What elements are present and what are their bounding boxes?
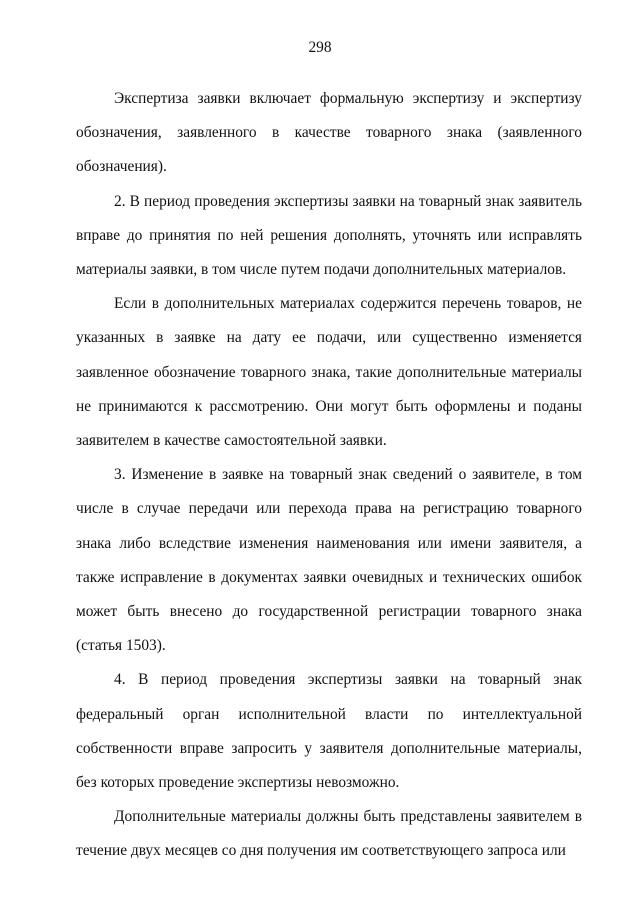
document-body: [76, 82, 582, 869]
paragraph-3: Если в дополнительных материалах содержится перечень товаров, не указанных в заявке на дату ее подачи, или существенно изменяется заявленное обозначение товарного знака, такие дополнительные материалы не принимаются к рассмотрению. Они могут быть оформлены и поданы заявителем в качестве самостоятельной заявки.: [76, 295, 582, 450]
paragraph-1: Экспертиза заявки включает формальную экспертизу и экспертизу обозначения, заявленного в качестве товарного знака (заявленного обозначения).: [76, 90, 582, 176]
page-number: 298: [308, 39, 332, 56]
paragraph-2: 2. В период проведения экспертизы заявки на товарный знак заявитель вправе до принятия по ней решения дополнять, уточнять или исправлять материалы заявки, в том числе путем подачи дополнительных материалов.: [76, 192, 582, 279]
paragraph-5: 4. В период проведения экспертизы заявки на товарный знак федеральный орган исполнительной власти по интеллектуальной собственности вправе запросить у заявителя дополнительные материалы, без которых проведение экспертизы невозможно.: [76, 671, 582, 792]
paragraph-6: Дополнительные материалы должны быть представлены заявителем в течение двух месяцев со дня получения им соответствующего запроса или: [76, 808, 582, 860]
paragraph-4: 3. Изменение в заявке на товарный знак сведений о заявителе, в том числе в случае передачи или перехода права на регистрацию товарного знака либо вследствие изменения наименования или имени заявителя, а также исправление в документах заявки очевидных и технических ошибок может быть внесено до государственной регистрации товарного знака (статья 1503).: [76, 466, 582, 655]
